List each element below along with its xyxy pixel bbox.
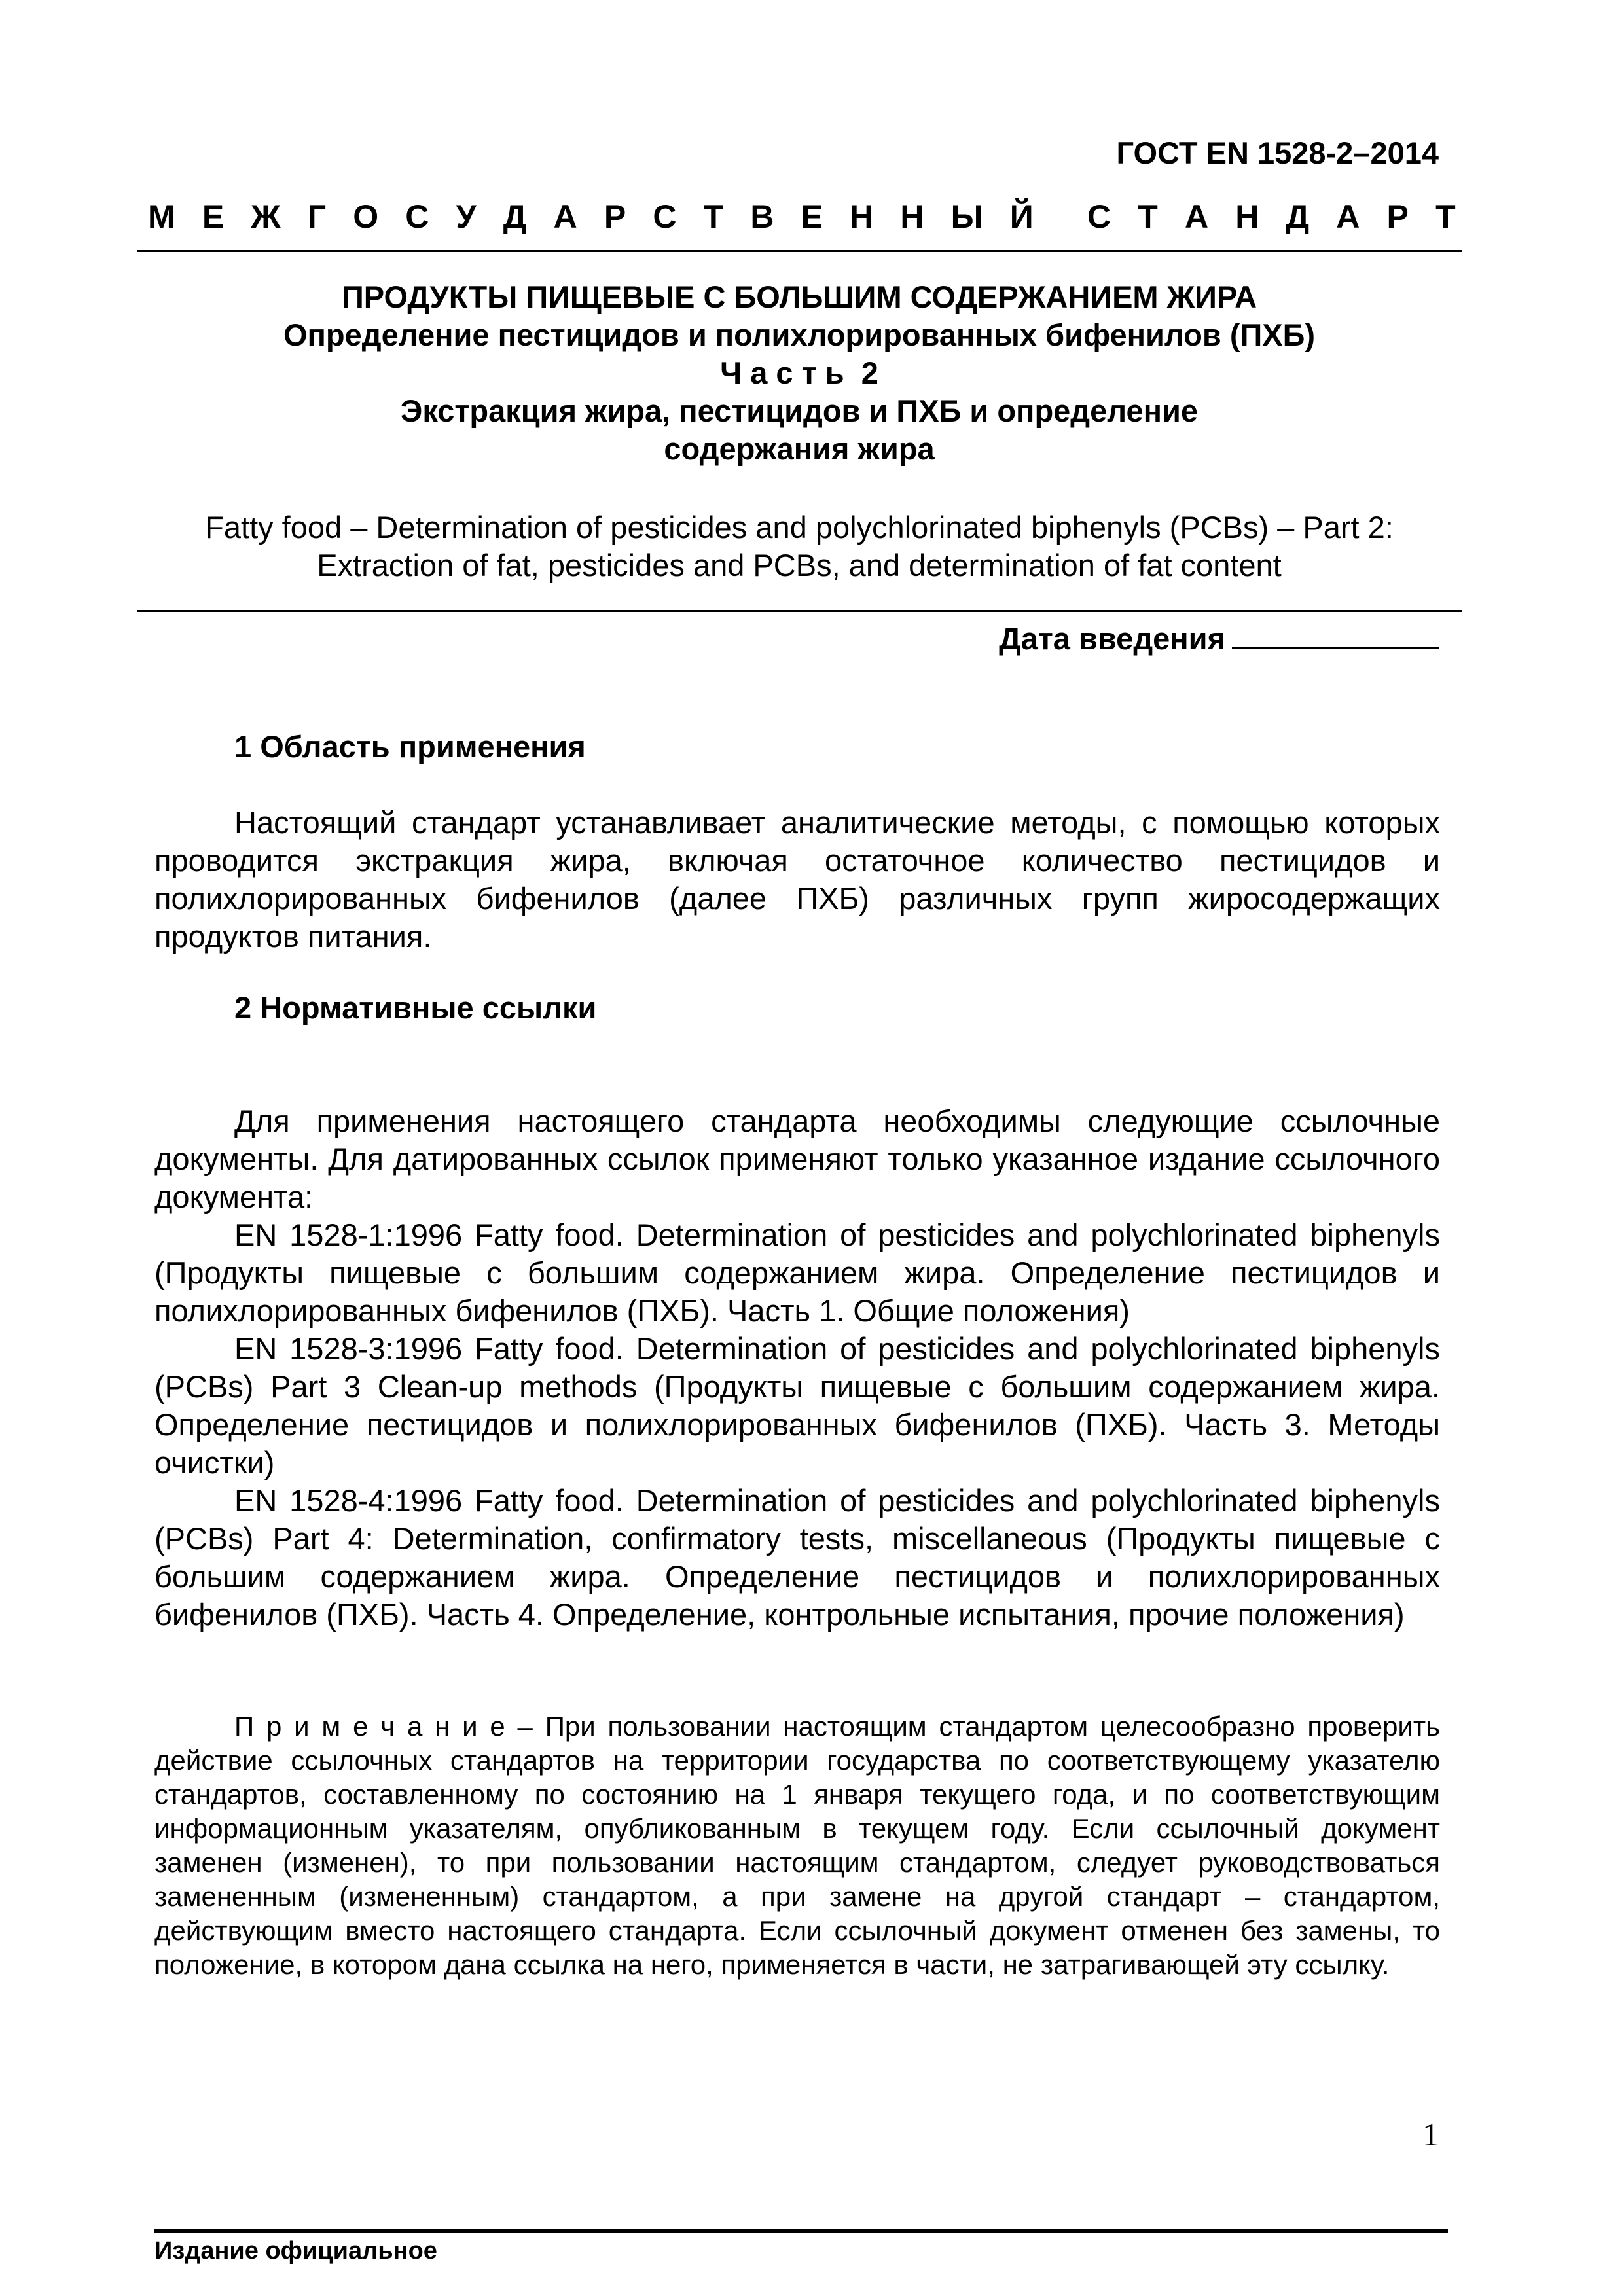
footer-rule xyxy=(154,2229,1448,2233)
english-title-line-1: Fatty food – Determination of pesticides and polychlorinated biphenyls (PCBs) – Part 2: xyxy=(205,510,1394,545)
section-2-heading: 2 Нормативные ссылки xyxy=(234,990,597,1025)
section-2-text xyxy=(154,1102,1440,1634)
banner-letter: Д xyxy=(503,198,527,235)
title-line-4: Экстракция жира, пестицидов и ПХБ и определение xyxy=(400,393,1199,428)
banner-letter: О xyxy=(353,198,379,235)
reference-item: EN 1528-4:1996 Fatty food. Determination of pesticides and polychlorinated biphenyls (PCBs) Part 4: Determination, confirmatory tests, miscellaneous (Продукты пищевые с большим содержанием жира. Определение пестицидов и полихлорированных бифенилов (ПХБ). Часть 4. Определение, контрольные испытания, прочие положения) xyxy=(154,1483,1440,1632)
banner-letter: Д xyxy=(1286,198,1310,235)
section-1-heading: 1 Область применения xyxy=(234,729,586,764)
title-part-number: Ч а с т ь 2 xyxy=(720,355,878,390)
banner-letter: Т xyxy=(1138,198,1158,235)
date-blank-field xyxy=(1232,620,1439,649)
page-number: 1 xyxy=(1422,2116,1439,2153)
official-edition-label: Издание официальное xyxy=(154,2237,437,2265)
banner-letter: Е xyxy=(202,198,225,235)
banner-letter: Ы xyxy=(950,198,983,235)
section-1-text xyxy=(154,804,1440,956)
note-label: П р и м е ч а н и е xyxy=(234,1711,505,1742)
reference-item: EN 1528-1:1996 Fatty food. Determination of pesticides and polychlorinated biphenyls (Продукты пищевые с большим содержанием жира. Определение пестицидов и полихлорированных бифенилов (ПХБ). Часть 1. Общие положения) xyxy=(154,1217,1440,1328)
banner-letter: М xyxy=(148,198,175,235)
banner-letter: Й xyxy=(1009,198,1034,235)
document-code: ГОСТ EN 1528-2–2014 xyxy=(1116,135,1439,170)
banner-letter: Н xyxy=(900,198,924,235)
title-line-5: содержания жира xyxy=(664,431,935,466)
note-text: – При пользовании настоящим стандартом целесообразно проверить действие ссылочных стандартов на территории государства по соответствующему указателю стандартов, составленному по состоянию на 1 января текущего года, и по соответствующим информационным указателям, опубликованным в текущем году. Если ссылочный документ заменен (изменен), то при пользовании настоящим стандартом, следует руководствоваться замененным (измененным) стандартом, а при замене на другой стандарт – стандартом, действующим вместо настоящего стандарта. Если ссылочный документ отменен без замены, то положение, в котором дана ссылка на него, применяется в части, не затрагивающей эту ссылку. xyxy=(154,1711,1441,1980)
banner-letter: В xyxy=(750,198,774,235)
section-2-intro: Для применения настоящего стандарта необходимы следующие ссылочные документы. Для датированных ссылок применяют только указанное издание ссылочного документа: xyxy=(154,1103,1440,1214)
note-block xyxy=(154,1710,1440,1982)
banner-letter: С xyxy=(1087,198,1111,235)
banner-letter: Н xyxy=(850,198,874,235)
banner-letter: А xyxy=(1184,198,1209,235)
english-title-line-2: Extraction of fat, pesticides and PCBs, and determination of fat content xyxy=(317,548,1282,583)
section-1-paragraph: Настоящий стандарт устанавливает аналитические методы, с помощью которых проводится экстракция жира, включая остаточное количество пестицидов и полихлорированных бифенилов (далее ПХБ) различных групп жиросодержащих продуктов питания. xyxy=(154,805,1440,954)
banner-letter: С xyxy=(653,198,677,235)
title-line-1: ПРОДУКТЫ ПИЩЕВЫЕ С БОЛЬШИМ СОДЕРЖАНИЕМ ЖИРА xyxy=(341,279,1257,314)
title-line-2: Определение пестицидов и полихлорированных бифенилов (ПХБ) xyxy=(283,317,1316,352)
banner-letter: Н xyxy=(1235,198,1259,235)
note-paragraph xyxy=(154,1710,1440,1982)
banner-letter: Г xyxy=(307,198,327,235)
banner-letter: Р xyxy=(1386,198,1409,235)
title-rule xyxy=(137,610,1462,612)
banner-letter: У xyxy=(456,198,477,235)
reference-item: EN 1528-3:1996 Fatty food. Determination of pesticides and polychlorinated biphenyls (PCBs) Part 3 Clean-up methods (Продукты пищевые с большим содержанием жира. Определение пестицидов и полихлорированных бифенилов (ПХБ). Часть 3. Методы очистки) xyxy=(154,1331,1440,1480)
banner-letter: Т xyxy=(1435,198,1456,235)
banner-letter: Т xyxy=(703,198,724,235)
banner-letter: А xyxy=(1336,198,1360,235)
header-rule xyxy=(137,250,1462,252)
interstate-standard-banner xyxy=(148,198,1456,236)
banner-letter: Е xyxy=(801,198,823,235)
banner-letter: С xyxy=(405,198,429,235)
banner-letter: А xyxy=(553,198,577,235)
introduction-date xyxy=(999,620,1439,656)
banner-letter: Ж xyxy=(251,198,281,235)
banner-letter: Р xyxy=(604,198,626,235)
introduction-date-label: Дата введения xyxy=(999,621,1225,656)
